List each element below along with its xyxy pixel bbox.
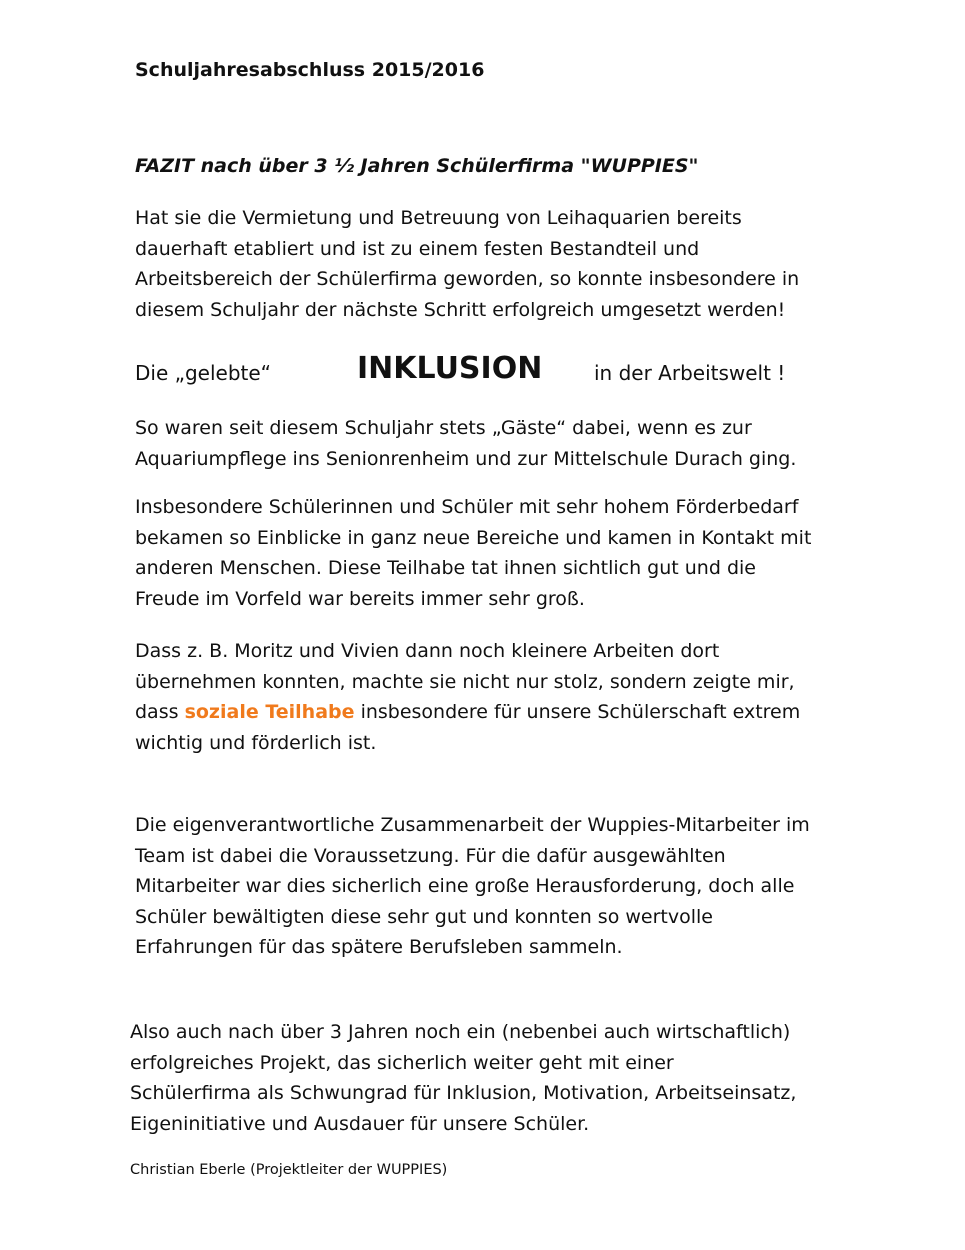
signature: Christian Eberle (Projektleiter der WUPPIES) bbox=[130, 1162, 448, 1178]
inklusion-keyword: INKLUSION bbox=[357, 351, 543, 386]
paragraph-line: Hat sie die Vermietung und Betreuung von Leihaquarien bereits bbox=[135, 207, 742, 229]
document-heading: Schuljahresabschluss 2015/2016 bbox=[135, 59, 485, 81]
inklusion-after-text: in der Arbeitswelt ! bbox=[594, 361, 786, 385]
paragraph-line: Eigeninitiative und Ausdauer für unsere Schüler. bbox=[130, 1112, 590, 1135]
line-text: dass bbox=[135, 701, 179, 723]
paragraph-line: Die eigenverantwortliche Zusammenarbeit der Wuppies-Mitarbeiter im bbox=[135, 814, 810, 836]
paragraph-line: Schüler bewältigten diese sehr gut und konnten so wertvolle bbox=[135, 905, 713, 928]
paragraph-line: anderen Menschen. Diese Teilhabe tat ihnen sichtlich gut und die bbox=[135, 557, 756, 579]
highlight-soziale-teilhabe: soziale Teilhabe bbox=[184, 701, 355, 723]
paragraph-zusammenarbeit bbox=[135, 810, 810, 963]
paragraph-line: erfolgreiches Projekt, das sicherlich weiter geht mit einer bbox=[130, 1051, 674, 1074]
paragraph-line: Freude im Vorfeld war bereits immer sehr groß. bbox=[135, 587, 585, 610]
paragraph-line: Arbeitsbereich der Schülerfirma geworden, so konnte insbesondere in bbox=[135, 268, 800, 290]
paragraph-line: Schülerfirma als Schwungrad für Inklusion, Motivation, Arbeitseinsatz, bbox=[130, 1082, 797, 1104]
paragraph-line: wichtig und förderlich ist. bbox=[135, 731, 377, 754]
paragraph-line: So waren seit diesem Schuljahr stets „Gäste“ dabei, wenn es zur bbox=[135, 417, 752, 439]
paragraph-line: bekamen so Einblicke in ganz neue Bereiche und kamen in Kontakt mit bbox=[135, 526, 812, 549]
paragraph-line bbox=[135, 697, 800, 728]
paragraph-line: Team ist dabei die Voraussetzung. Für die dafür ausgewählten bbox=[135, 844, 726, 867]
paragraph-fazit-schluss bbox=[130, 1017, 796, 1139]
paragraph-line: Also auch nach über 3 Jahren noch ein (nebenbei auch wirtschaftlich) bbox=[130, 1021, 791, 1043]
paragraph-soziale-teilhabe bbox=[135, 636, 800, 758]
paragraph-foerderbedarf bbox=[135, 492, 811, 614]
paragraph-aquarien bbox=[135, 203, 799, 325]
line-text: insbesondere für unsere Schülerschaft extrem bbox=[360, 701, 801, 723]
paragraph-line: Dass z. B. Moritz und Vivien dann noch kleinere Arbeiten dort bbox=[135, 640, 720, 662]
paragraph-line: Erfahrungen für das spätere Berufsleben sammeln. bbox=[135, 936, 623, 958]
paragraph-line: Mitarbeiter war dies sicherlich eine große Herausforderung, doch alle bbox=[135, 875, 795, 897]
inklusion-before-text: Die „gelebte“ bbox=[135, 361, 272, 385]
paragraph-line: Insbesondere Schülerinnen und Schüler mit sehr hohem Förderbedarf bbox=[135, 496, 799, 518]
paragraph-gaeste bbox=[135, 413, 796, 474]
paragraph-line: übernehmen konnten, machte sie nicht nur stolz, sondern zeigte mir, bbox=[135, 670, 795, 693]
paragraph-line: diesem Schuljahr der nächste Schritt erfolgreich umgesetzt werden! bbox=[135, 298, 786, 321]
fazit-title: FAZIT nach über 3 ½ Jahren Schülerfirma "WUPPIES" bbox=[135, 155, 699, 177]
paragraph-line: dauerhaft etabliert und ist zu einem festen Bestandteil und bbox=[135, 237, 700, 260]
paragraph-line: Aquariumpflege ins Senionrenheim und zur Mittelschule Durach ging. bbox=[135, 447, 797, 470]
